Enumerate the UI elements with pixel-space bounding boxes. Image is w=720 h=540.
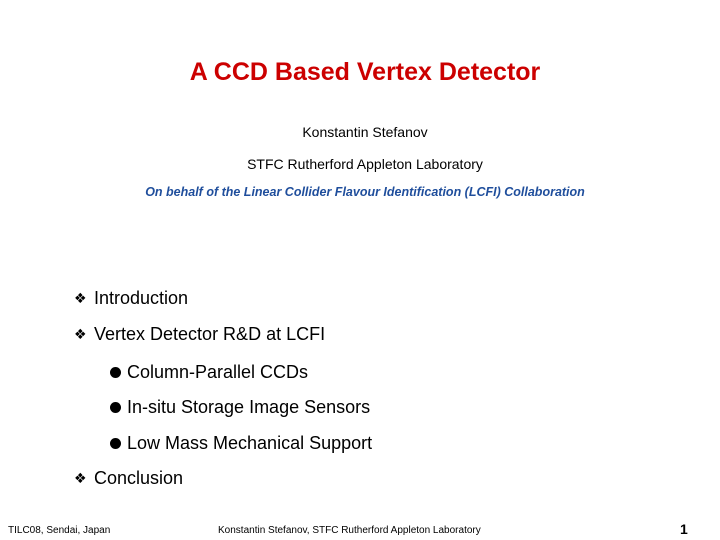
diamond-bullet-icon: ❖ — [74, 290, 87, 306]
outline-item-label: Introduction — [94, 288, 189, 308]
outline-subitem-label: In-situ Storage Image Sensors — [127, 397, 371, 417]
outline-subitem-label: Column-Parallel CCDs — [127, 362, 309, 382]
round-bullet-icon — [110, 402, 121, 413]
outline-item-label: Vertex Detector R&D at LCFI — [94, 324, 326, 344]
collaboration-note: On behalf of the Linear Collider Flavour Identification (LCFI) Collaboration — [145, 185, 585, 199]
page-number: 1 — [680, 521, 688, 537]
author-name: Konstantin Stefanov — [302, 124, 428, 140]
round-bullet-icon — [110, 438, 121, 449]
outline-item-conclusion — [74, 468, 183, 489]
institution: STFC Rutherford Appleton Laboratory — [247, 156, 483, 172]
slide-title: A CCD Based Vertex Detector — [189, 58, 541, 86]
footer-event: TILC08, Sendai, Japan — [8, 525, 111, 536]
diamond-bullet-icon: ❖ — [74, 326, 87, 342]
outline-item-label: Conclusion — [94, 468, 184, 488]
outline-subitem-mechanical — [110, 433, 372, 454]
outline-item-vertex-rd — [74, 324, 325, 345]
outline-subitem-cpccd — [110, 362, 308, 383]
outline-subitem-isis — [110, 397, 370, 418]
diamond-bullet-icon: ❖ — [74, 470, 87, 486]
outline-subitem-label: Low Mass Mechanical Support — [127, 433, 373, 453]
outline-item-introduction — [74, 288, 188, 309]
footer-author: Konstantin Stefanov, STFC Rutherford Appleton Laboratory — [218, 525, 481, 536]
round-bullet-icon — [110, 367, 121, 378]
